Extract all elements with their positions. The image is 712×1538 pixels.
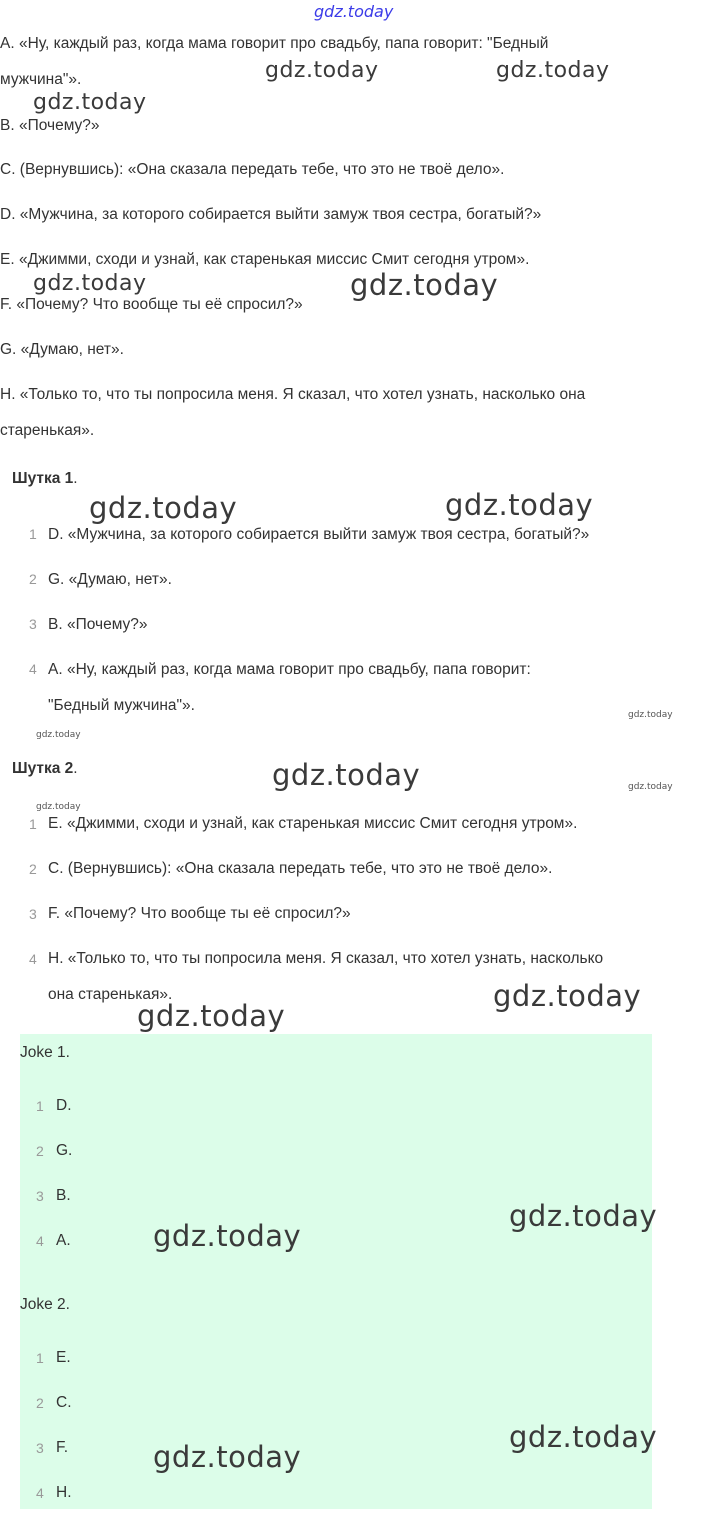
watermark: gdz.today	[509, 1420, 658, 1454]
watermark: gdz.today	[509, 1199, 658, 1233]
joke1-item-2-number: 2	[29, 571, 37, 587]
watermark: gdz.today	[33, 271, 147, 296]
answer-joke1-item-1: D.	[56, 1097, 72, 1114]
line-g: G. «Думаю, нет».	[0, 341, 124, 358]
answer-joke1-item-4: A.	[56, 1232, 71, 1249]
answer-joke2-item-4-number: 4	[36, 1485, 44, 1501]
joke1-item-4-text-cont: "Бедный мужчина"».	[48, 697, 195, 714]
joke1-item-1-number: 1	[29, 526, 37, 542]
answer-joke2-item-2: C.	[56, 1394, 72, 1411]
joke2-title: Шутка 2	[12, 760, 74, 777]
watermark: gdz.today	[496, 58, 610, 83]
joke2-item-4-text-cont: она старенькая».	[48, 986, 173, 1003]
line-h-2: старенькая».	[0, 422, 95, 439]
answer-joke2-item-3-number: 3	[36, 1440, 44, 1456]
joke1-item-1-text: D. «Мужчина, за которого собирается выйти замуж твоя сестра, богатый?»	[48, 526, 590, 543]
joke1-item-2-text: G. «Думаю, нет».	[48, 571, 172, 588]
joke2-item-1-text: E. «Джимми, сходи и узнай, как старенькая миссис Смит сегодня утром».	[48, 815, 578, 832]
watermark: gdz.today	[89, 491, 238, 525]
answer-joke2-title: Joke 2.	[20, 1296, 70, 1313]
joke1-title: Шутка 1	[12, 470, 74, 487]
joke2-item-3-text: F. «Почему? Что вообще ты её спросил?»	[48, 905, 351, 922]
line-h-1: H. «Только то, что ты попросила меня. Я сказал, что хотел узнать, насколько она	[0, 386, 586, 403]
joke2-item-4-number: 4	[29, 951, 37, 967]
watermark: gdz.today	[445, 488, 594, 522]
watermark: gdz.today	[137, 999, 286, 1033]
line-e: E. «Джимми, сходи и узнай, как старенькая миссис Смит сегодня утром».	[0, 251, 530, 268]
answer-joke2-item-1: E.	[56, 1349, 71, 1366]
watermark: gdz.today	[493, 979, 642, 1013]
answer-joke2-item-3: F.	[56, 1439, 69, 1456]
joke1-item-3-number: 3	[29, 616, 37, 632]
answer-joke1-item-1-number: 1	[36, 1098, 44, 1114]
top-watermark: gdz.today	[314, 2, 394, 21]
answer-joke2-item-4: H.	[56, 1484, 72, 1501]
watermark: gdz.today	[265, 58, 379, 83]
joke2-item-1-number: 1	[29, 816, 37, 832]
watermark: gdz.today	[36, 730, 81, 740]
line-f: F. «Почему? Что вообще ты её спросил?»	[0, 296, 303, 313]
line-a-2: мужчина"».	[0, 71, 82, 88]
answer-joke1-item-3: B.	[56, 1187, 71, 1204]
joke1-item-4-number: 4	[29, 661, 37, 677]
joke2-item-4-text: H. «Только то, что ты попросила меня. Я сказал, что хотел узнать, насколько	[48, 950, 604, 967]
watermark: gdz.today	[272, 758, 421, 792]
joke1-title-dot: .	[73, 470, 78, 487]
joke1-heading	[12, 470, 78, 488]
watermark: gdz.today	[36, 802, 81, 812]
answer-joke1-item-2: G.	[56, 1142, 73, 1159]
answer-joke2-item-2-number: 2	[36, 1395, 44, 1411]
answer-joke1-title: Joke 1.	[20, 1044, 70, 1061]
joke2-item-2-text: C. (Вернувшись): «Она сказала передать тебе, что это не твоё дело».	[48, 860, 553, 877]
watermark: gdz.today	[628, 782, 673, 792]
answer-joke2-item-1-number: 1	[36, 1350, 44, 1366]
answer-joke1-item-2-number: 2	[36, 1143, 44, 1159]
line-d: D. «Мужчина, за которого собирается выйти замуж твоя сестра, богатый?»	[0, 206, 542, 223]
watermark: gdz.today	[628, 710, 673, 720]
joke2-item-2-number: 2	[29, 861, 37, 877]
joke1-item-3-text: B. «Почему?»	[48, 616, 148, 633]
watermark: gdz.today	[153, 1219, 302, 1253]
watermark: gdz.today	[350, 268, 499, 302]
watermark: gdz.today	[33, 90, 147, 115]
joke1-item-4-text: A. «Ну, каждый раз, когда мама говорит про свадьбу, папа говорит:	[48, 661, 531, 678]
line-a-1: A. «Ну, каждый раз, когда мама говорит про свадьбу, папа говорит: "Бедный	[0, 35, 549, 52]
watermark: gdz.today	[153, 1440, 302, 1474]
answer-joke1-item-3-number: 3	[36, 1188, 44, 1204]
joke2-heading	[12, 760, 78, 778]
answer-joke1-item-4-number: 4	[36, 1233, 44, 1249]
joke2-item-3-number: 3	[29, 906, 37, 922]
joke2-title-dot: .	[73, 760, 78, 777]
line-b: B. «Почему?»	[0, 117, 100, 134]
line-c: C. (Вернувшись): «Она сказала передать тебе, что это не твоё дело».	[0, 161, 505, 178]
